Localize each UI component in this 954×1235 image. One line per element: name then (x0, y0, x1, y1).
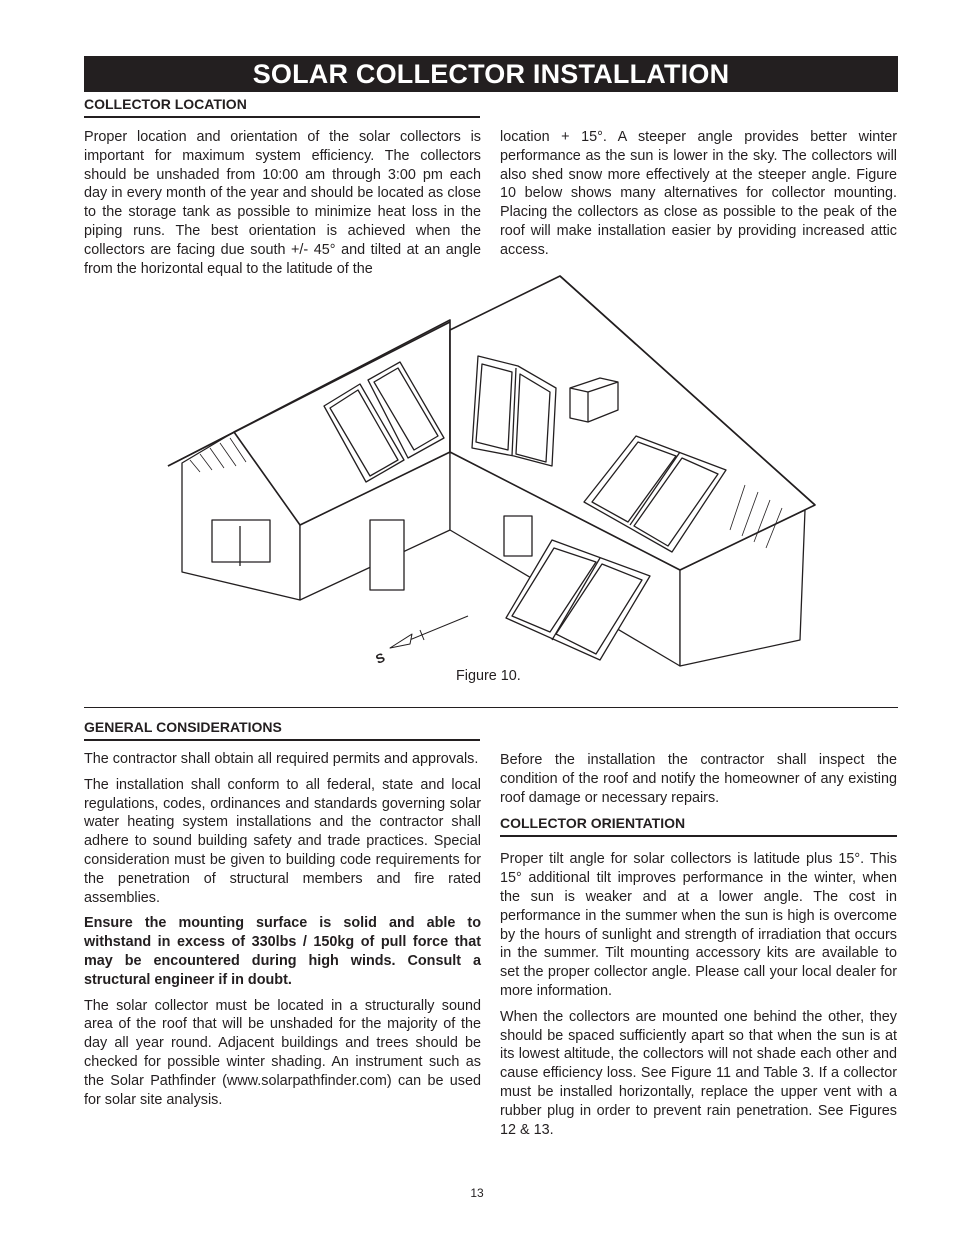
section-divider (84, 707, 898, 708)
collector-location-heading: COLLECTOR LOCATION (84, 96, 480, 118)
gc-paragraph-mounting-warning: Ensure the mounting surface is solid and able to withstand in excess of 330lbs / 150kg of pull force that may be encountered during high winds. Consult a structural engineer if in doubt. (84, 915, 481, 988)
co-paragraph-spacing: When the collectors are mounted one behind the other, they should be spaced sufficiently apart so that when the sun is at its lowest altitude, the collectors will not shade each other and cause efficiency loss. See Figure 11 and Table 3. If a collector must be installed horizontally, replace the upper vent with a rubber plug in order to prevent rain penetration. See Figures 12 & 13. (500, 1008, 897, 1138)
gc-paragraph-regulations: The installation shall conform to all federal, state and local regulations, codes, ordinances and standards governing solar water heating system installations and the contractor shall adhere to sound building safety and trade practices. Special consideration must be given to building code requirements for the penetration of structural members and fire rated assemblies. (84, 776, 481, 906)
collector-location-paragraph-right: location + 15°. A steeper angle provides better winter performance as the sun is lower in the sky. The collectors will also shed snow more effectively at the steeper angle. Figure 10 below shows many alternatives for collector mounting. Placing the collectors as close as possible to the peak of the roof will make installation easier by providing increased attic access. (500, 129, 897, 258)
compass-arrow (390, 616, 468, 648)
compass-south-label: S (373, 649, 388, 667)
left-window (212, 520, 270, 562)
collector-location-right-column (500, 128, 897, 267)
gc-paragraph-roof-inspection: Before the installation the contractor shall inspect the condition of the roof and notify the homeowner of any existing roof damage or necessary repairs. (500, 752, 897, 806)
figure-caption: Figure 10. (456, 668, 521, 684)
house-solar-collector-illustration (160, 270, 820, 670)
collector-orientation-heading: COLLECTOR ORIENTATION (500, 815, 897, 837)
page-title: SOLAR COLLECTOR INSTALLATION (84, 56, 898, 92)
general-considerations-heading: GENERAL CONSIDERATIONS (84, 719, 480, 741)
side-door (370, 520, 404, 590)
page-number: 13 (470, 1186, 484, 1200)
collector-location-paragraph-left: Proper location and orientation of the solar collectors is important for maximum system efficiency. The collectors should be unshaded from 10:00 am through 3:00 pm each day in every month of the year and should be located as close to the storage tank as possible to minimize heat loss in the piping runs. The best orientation is achieved when the collectors are facing due south +/- 45° and tilted at an angle from the horizontal equal to the latitude of the (84, 129, 481, 277)
general-considerations-left-column (84, 750, 481, 1116)
front-window (504, 516, 532, 556)
co-paragraph-tilt: Proper tilt angle for solar collectors is latitude plus 15°. This 15° additional tilt improves performance in the winter, when the sun is weaker and at a lower angle. The cost in performance in the summer when the sun is high is overcome by the hours of sunlight and strength of irradiation that occurs in the summer. Tilt mounting accessory kits are available to set the proper collector angle. Please call your local dealer for more information. (500, 851, 897, 999)
collector-location-left-column (84, 128, 481, 285)
right-bottom-column (500, 751, 897, 1146)
gc-paragraph-permits: The contractor shall obtain all required permits and approvals. (84, 751, 479, 767)
gc-paragraph-shading: The solar collector must be located in a structurally sound area of the roof that will be unshaded for the majority of the day all year round. Adjacent buildings and trees should be checked for possible winter shading. An instrument such as the Solar Pathfinder (www.solarpathfinder.com) can be used for solar site analysis. (84, 997, 481, 1108)
